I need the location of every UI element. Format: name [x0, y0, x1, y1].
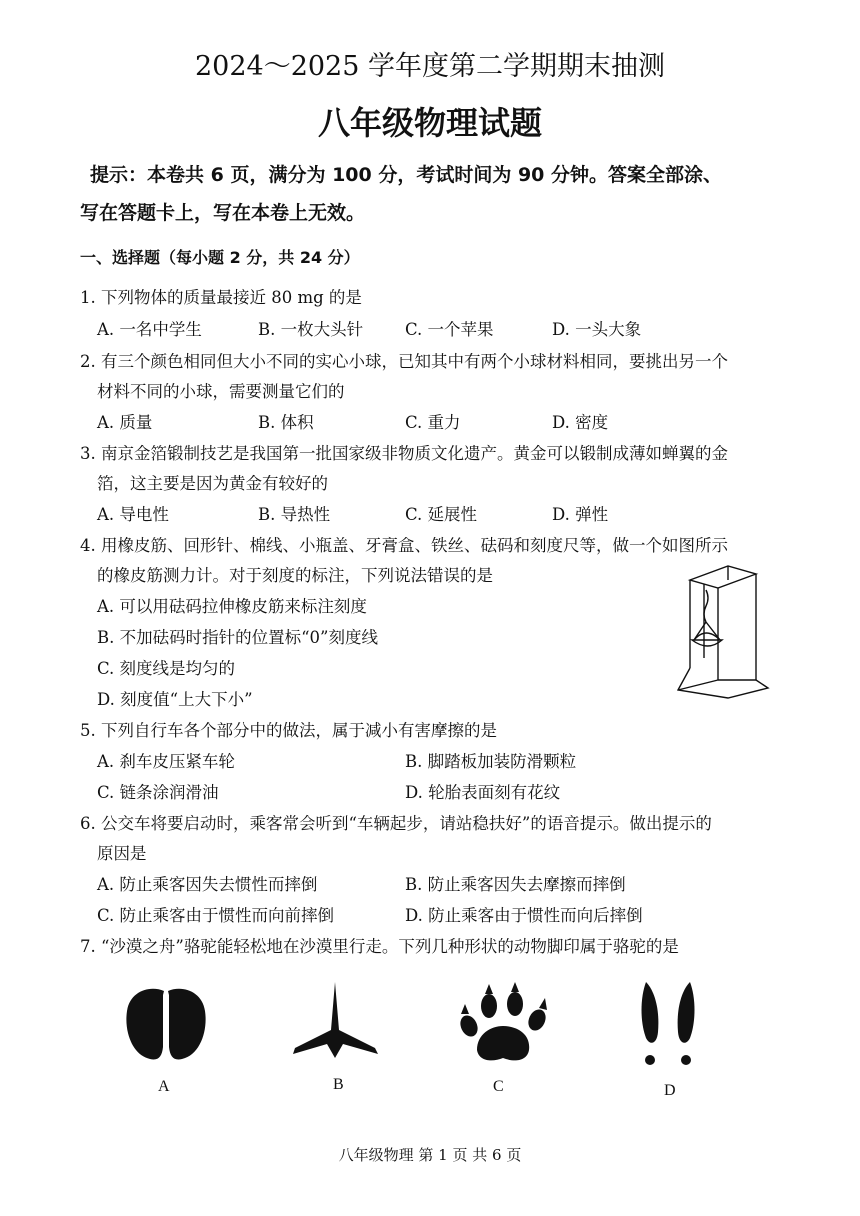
question-4-stem-line-2: 的橡皮筋测力计。对于刻度的标注，下列说法错误的是	[97, 566, 493, 585]
q2-option-b: B. 体积	[258, 413, 314, 432]
rubber-band-force-meter-figure	[668, 560, 778, 700]
q3-option-a: A. 导电性	[97, 505, 169, 524]
q3-option-c: C. 延展性	[405, 505, 478, 524]
q4-option-c: C. 刻度线是均匀的	[97, 659, 236, 678]
q5-option-c: C. 链条涂润滑油	[97, 783, 219, 802]
notice-line-1: 提示：本卷共 6 页，满分为 100 分，考试时间为 90 分钟。答案全部涂、	[90, 164, 723, 186]
q2-option-d: D. 密度	[552, 413, 609, 432]
question-7-stem: 7. “沙漠之舟”骆驼能轻松地在沙漠里行走。下列几种形状的动物脚印属于骆驼的是	[80, 937, 679, 956]
question-2-stem-line-1: 2. 有三个颜色相同但大小不同的实心小球，已知其中有两个小球材料相同，要挑出另一个	[80, 352, 728, 371]
question-3-stem-line-2: 箔，这主要是因为黄金有较好的	[97, 474, 328, 493]
q2-option-c: C. 重力	[405, 413, 461, 432]
exam-title: 2024～2025 学年度第二学期期末抽测	[194, 51, 665, 82]
footprint-d-icon	[630, 978, 710, 1073]
q2-option-a: A. 质量	[97, 413, 153, 432]
q5-option-b: B. 脚踏板加装防滑颗粒	[405, 752, 577, 771]
notice-line-2: 写在答题卡上，写在本卷上无效。	[80, 202, 366, 224]
q4-option-b: B. 不加砝码时指针的位置标“0”刻度线	[97, 628, 378, 647]
footprint-b-label: B	[333, 1076, 344, 1093]
q3-option-d: D. 弹性	[552, 505, 609, 524]
q4-option-d: D. 刻度值“上大下小”	[97, 690, 253, 709]
section-heading: 一、选择题（每小题 2 分，共 24 分）	[80, 248, 360, 267]
q1-option-c: C. 一个苹果	[405, 320, 494, 339]
question-2-stem-line-2: 材料不同的小球，需要测量它们的	[97, 382, 345, 401]
q5-option-a: A. 刹车皮压紧车轮	[97, 752, 235, 771]
q6-option-b: B. 防止乘客因失去摩擦而摔倒	[405, 875, 626, 894]
footprint-d-label: D	[664, 1082, 676, 1099]
q1-option-d: D. 一头大象	[552, 320, 642, 339]
q6-option-c: C. 防止乘客由于惯性而向前摔倒	[97, 906, 335, 925]
q6-option-a: A. 防止乘客因失去惯性而摔倒	[97, 875, 318, 894]
footprint-c-label: C	[493, 1078, 504, 1095]
question-1-stem: 1. 下列物体的质量最接近 80 mg 的是	[80, 288, 362, 307]
question-4-stem-line-1: 4. 用橡皮筋、回形针、棉线、小瓶盖、牙膏盒、铁丝、砝码和刻度尺等，做一个如图所示	[80, 536, 728, 555]
q6-option-d: D. 防止乘客由于惯性而向后摔倒	[405, 906, 643, 925]
footprint-c-icon	[455, 980, 555, 1070]
footprint-a-icon	[120, 985, 210, 1065]
question-6-stem-line-1: 6. 公交车将要启动时，乘客常会听到“车辆起步，请站稳扶好”的语音提示。做出提示的	[80, 814, 712, 833]
q5-option-d: D. 轮胎表面刻有花纹	[405, 783, 561, 802]
subject-title: 八年级物理试题	[317, 104, 542, 142]
footprint-b-icon	[285, 978, 385, 1073]
q4-option-a: A. 可以用砝码拉伸橡皮筋来标注刻度	[97, 597, 367, 616]
q3-option-b: B. 导热性	[258, 505, 331, 524]
q1-option-a: A. 一名中学生	[97, 320, 202, 339]
question-6-stem-line-2: 原因是	[97, 844, 147, 863]
q1-option-b: B. 一枚大头针	[258, 320, 364, 339]
question-3-stem-line-1: 3. 南京金箔锻制技艺是我国第一批国家级非物质文化遗产。黄金可以锻制成薄如蝉翼的金	[80, 444, 728, 463]
footprint-a-label: A	[158, 1078, 170, 1095]
question-5-stem: 5. 下列自行车各个部分中的做法，属于减小有害摩擦的是	[80, 721, 497, 740]
page-footer: 八年级物理 第 1 页 共 6 页	[338, 1146, 522, 1164]
